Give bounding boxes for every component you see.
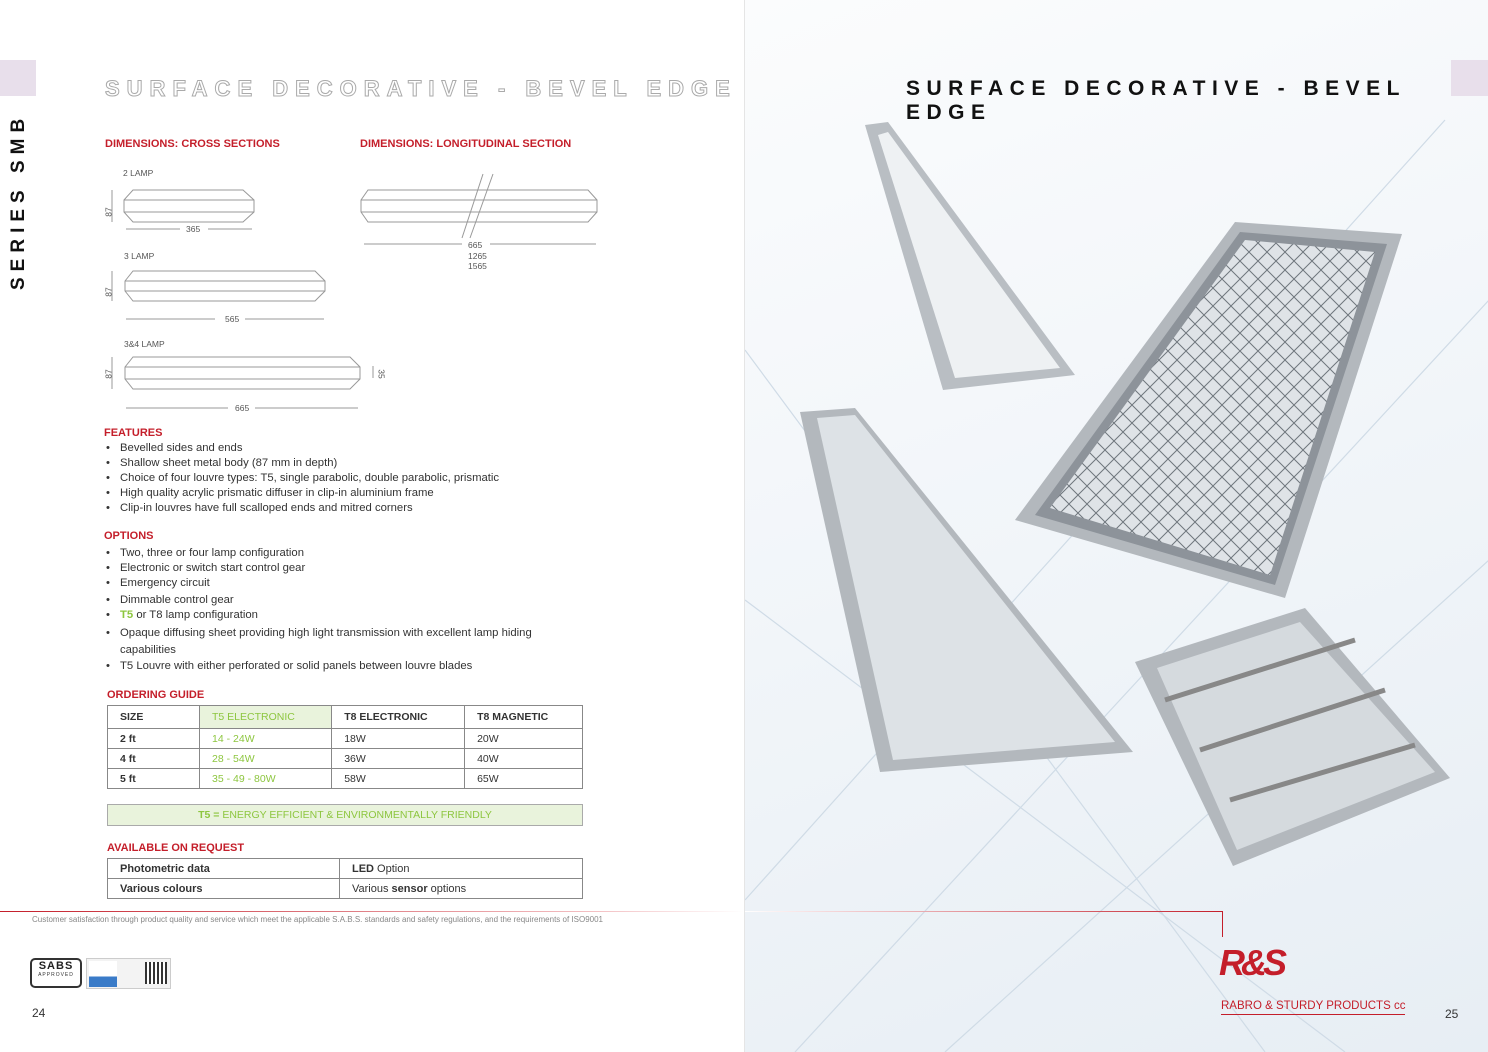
section-label: 2 LAMP: [123, 168, 154, 178]
cell: 36W: [332, 749, 465, 769]
header-cell: T8 MAGNETIC: [465, 706, 583, 729]
option-item: • Two, three or four lamp configuration: [104, 546, 594, 561]
cell: 28 - 54W: [200, 749, 332, 769]
cell: 65W: [465, 769, 583, 789]
text: options: [427, 882, 467, 895]
cell: 5 ft: [108, 769, 200, 789]
cell: 14 - 24W: [200, 729, 332, 749]
luminaire-diffuser: [865, 122, 1075, 390]
table-row: [108, 859, 583, 879]
bold-text: LED: [352, 862, 374, 875]
cell: 20W: [465, 729, 583, 749]
footer-divider: [0, 911, 744, 912]
features-heading: FEATURES: [104, 427, 163, 439]
page-number: 25: [1445, 1007, 1459, 1021]
length-label: 665: [468, 240, 483, 250]
right-page: [744, 0, 1488, 1052]
width-label: 565: [225, 314, 240, 324]
series-label: SERIES SMB: [8, 112, 29, 290]
cell: 18W: [332, 729, 465, 749]
height-label: 87: [103, 207, 114, 217]
option-item: • Electronic or switch start control gear: [104, 561, 594, 576]
energy-banner: [107, 804, 583, 826]
options-heading: OPTIONS: [104, 530, 154, 542]
tuv-icon: [89, 961, 117, 987]
length-labels: [468, 240, 487, 272]
sabs-text: SABS: [38, 960, 74, 972]
ordering-heading: ORDERING GUIDE: [107, 689, 205, 701]
header-cell: T5 ELECTRONIC: [200, 706, 332, 729]
option-item: • Emergency circuit: [104, 576, 594, 591]
feature-item: • Clip-in louvres have full scalloped ends and mitred corners: [104, 501, 604, 516]
cell: [340, 879, 583, 899]
request-table: [107, 858, 583, 899]
energy-text: ENERGY EFFICIENT & ENVIRONMENTALLY FRIENDLY: [219, 809, 492, 821]
cell: 58W: [332, 769, 465, 789]
page-title: SURFACE DECORATIVE - BEVEL EDGE: [105, 76, 737, 101]
height-label: 87: [103, 287, 114, 297]
footer-text: Customer satisfaction through product quality and service which meet the applicable S.A.B.S. standards and safety regulations, and the requirements of ISO9001: [32, 915, 603, 924]
table-header-row: [108, 706, 583, 729]
feature-item: • Shallow sheet metal body (87 mm in depth): [104, 456, 604, 471]
header-cell: T8 ELECTRONIC: [332, 706, 465, 729]
table-row: [108, 729, 583, 749]
cross-sections-heading: DIMENSIONS: CROSS SECTIONS: [105, 138, 280, 150]
length-label: 1265: [468, 250, 487, 261]
sabs-sub: APPROVED: [38, 972, 74, 978]
ordering-table: [107, 705, 583, 789]
header-cell: SIZE: [108, 706, 200, 729]
section-label: 3&4 LAMP: [124, 339, 165, 349]
depth-label: 35: [376, 369, 387, 379]
option-text: or T8 lamp configuration: [133, 609, 258, 621]
luminaire-louvre-large: [1015, 222, 1402, 598]
table-row: [108, 879, 583, 899]
sabs-logo: [30, 958, 82, 988]
text: Various: [352, 882, 392, 895]
cell: Various colours: [108, 879, 340, 899]
features-list: [104, 441, 604, 516]
dimension-drawings: [100, 160, 610, 420]
feature-item: • Bevelled sides and ends: [104, 441, 604, 456]
longitudinal-heading: DIMENSIONS: LONGITUDINAL SECTION: [360, 138, 572, 150]
cell: Photometric data: [108, 859, 340, 879]
company-name: RABRO & STURDY PRODUCTS cc: [1221, 1000, 1405, 1015]
page-number: 24: [32, 1006, 46, 1020]
option-item: • Dimmable control gear: [104, 593, 594, 608]
cell: 4 ft: [108, 749, 200, 769]
cell: [340, 859, 583, 879]
option-item: • Opaque diffusing sheet providing high light transmission with excellent lamp hiding capabilities: [104, 625, 584, 659]
cell: 35 - 49 - 80W: [200, 769, 332, 789]
page-tab: [0, 60, 36, 96]
width-label: 365: [186, 224, 201, 234]
luminaire-t5: [1135, 608, 1450, 866]
page-title: SURFACE DECORATIVE - BEVEL EDGE: [906, 77, 1406, 124]
footer-divider: [745, 911, 1223, 912]
qr-code-icon: [145, 962, 167, 984]
footer-divider-vertical: [1222, 911, 1223, 937]
feature-item: • High quality acrylic prismatic diffuser in clip-in aluminium frame: [104, 486, 604, 501]
request-heading: AVAILABLE ON REQUEST: [107, 842, 245, 854]
text: Option: [374, 862, 410, 875]
company-logo: R&S: [1219, 942, 1284, 983]
iso-certification-logo: [86, 958, 171, 989]
options-list: [104, 546, 594, 674]
section-label: 3 LAMP: [124, 251, 155, 261]
feature-item: • Choice of four louvre types: T5, single parabolic, double parabolic, prismatic: [104, 471, 604, 486]
product-photo: [745, 0, 1488, 1052]
bold-text: sensor: [391, 882, 428, 895]
option-item: [104, 608, 594, 623]
length-label: 1565: [468, 261, 487, 271]
energy-prefix: T5 =: [198, 809, 220, 821]
table-row: [108, 769, 583, 789]
option-item: • T5 Louvre with either perforated or solid panels between louvre blades: [104, 659, 594, 674]
cell: 40W: [465, 749, 583, 769]
t5-highlight: T5: [120, 609, 134, 621]
cell: 2 ft: [108, 729, 200, 749]
width-label: 665: [235, 403, 250, 413]
table-row: [108, 749, 583, 769]
height-label: 87: [103, 369, 114, 379]
